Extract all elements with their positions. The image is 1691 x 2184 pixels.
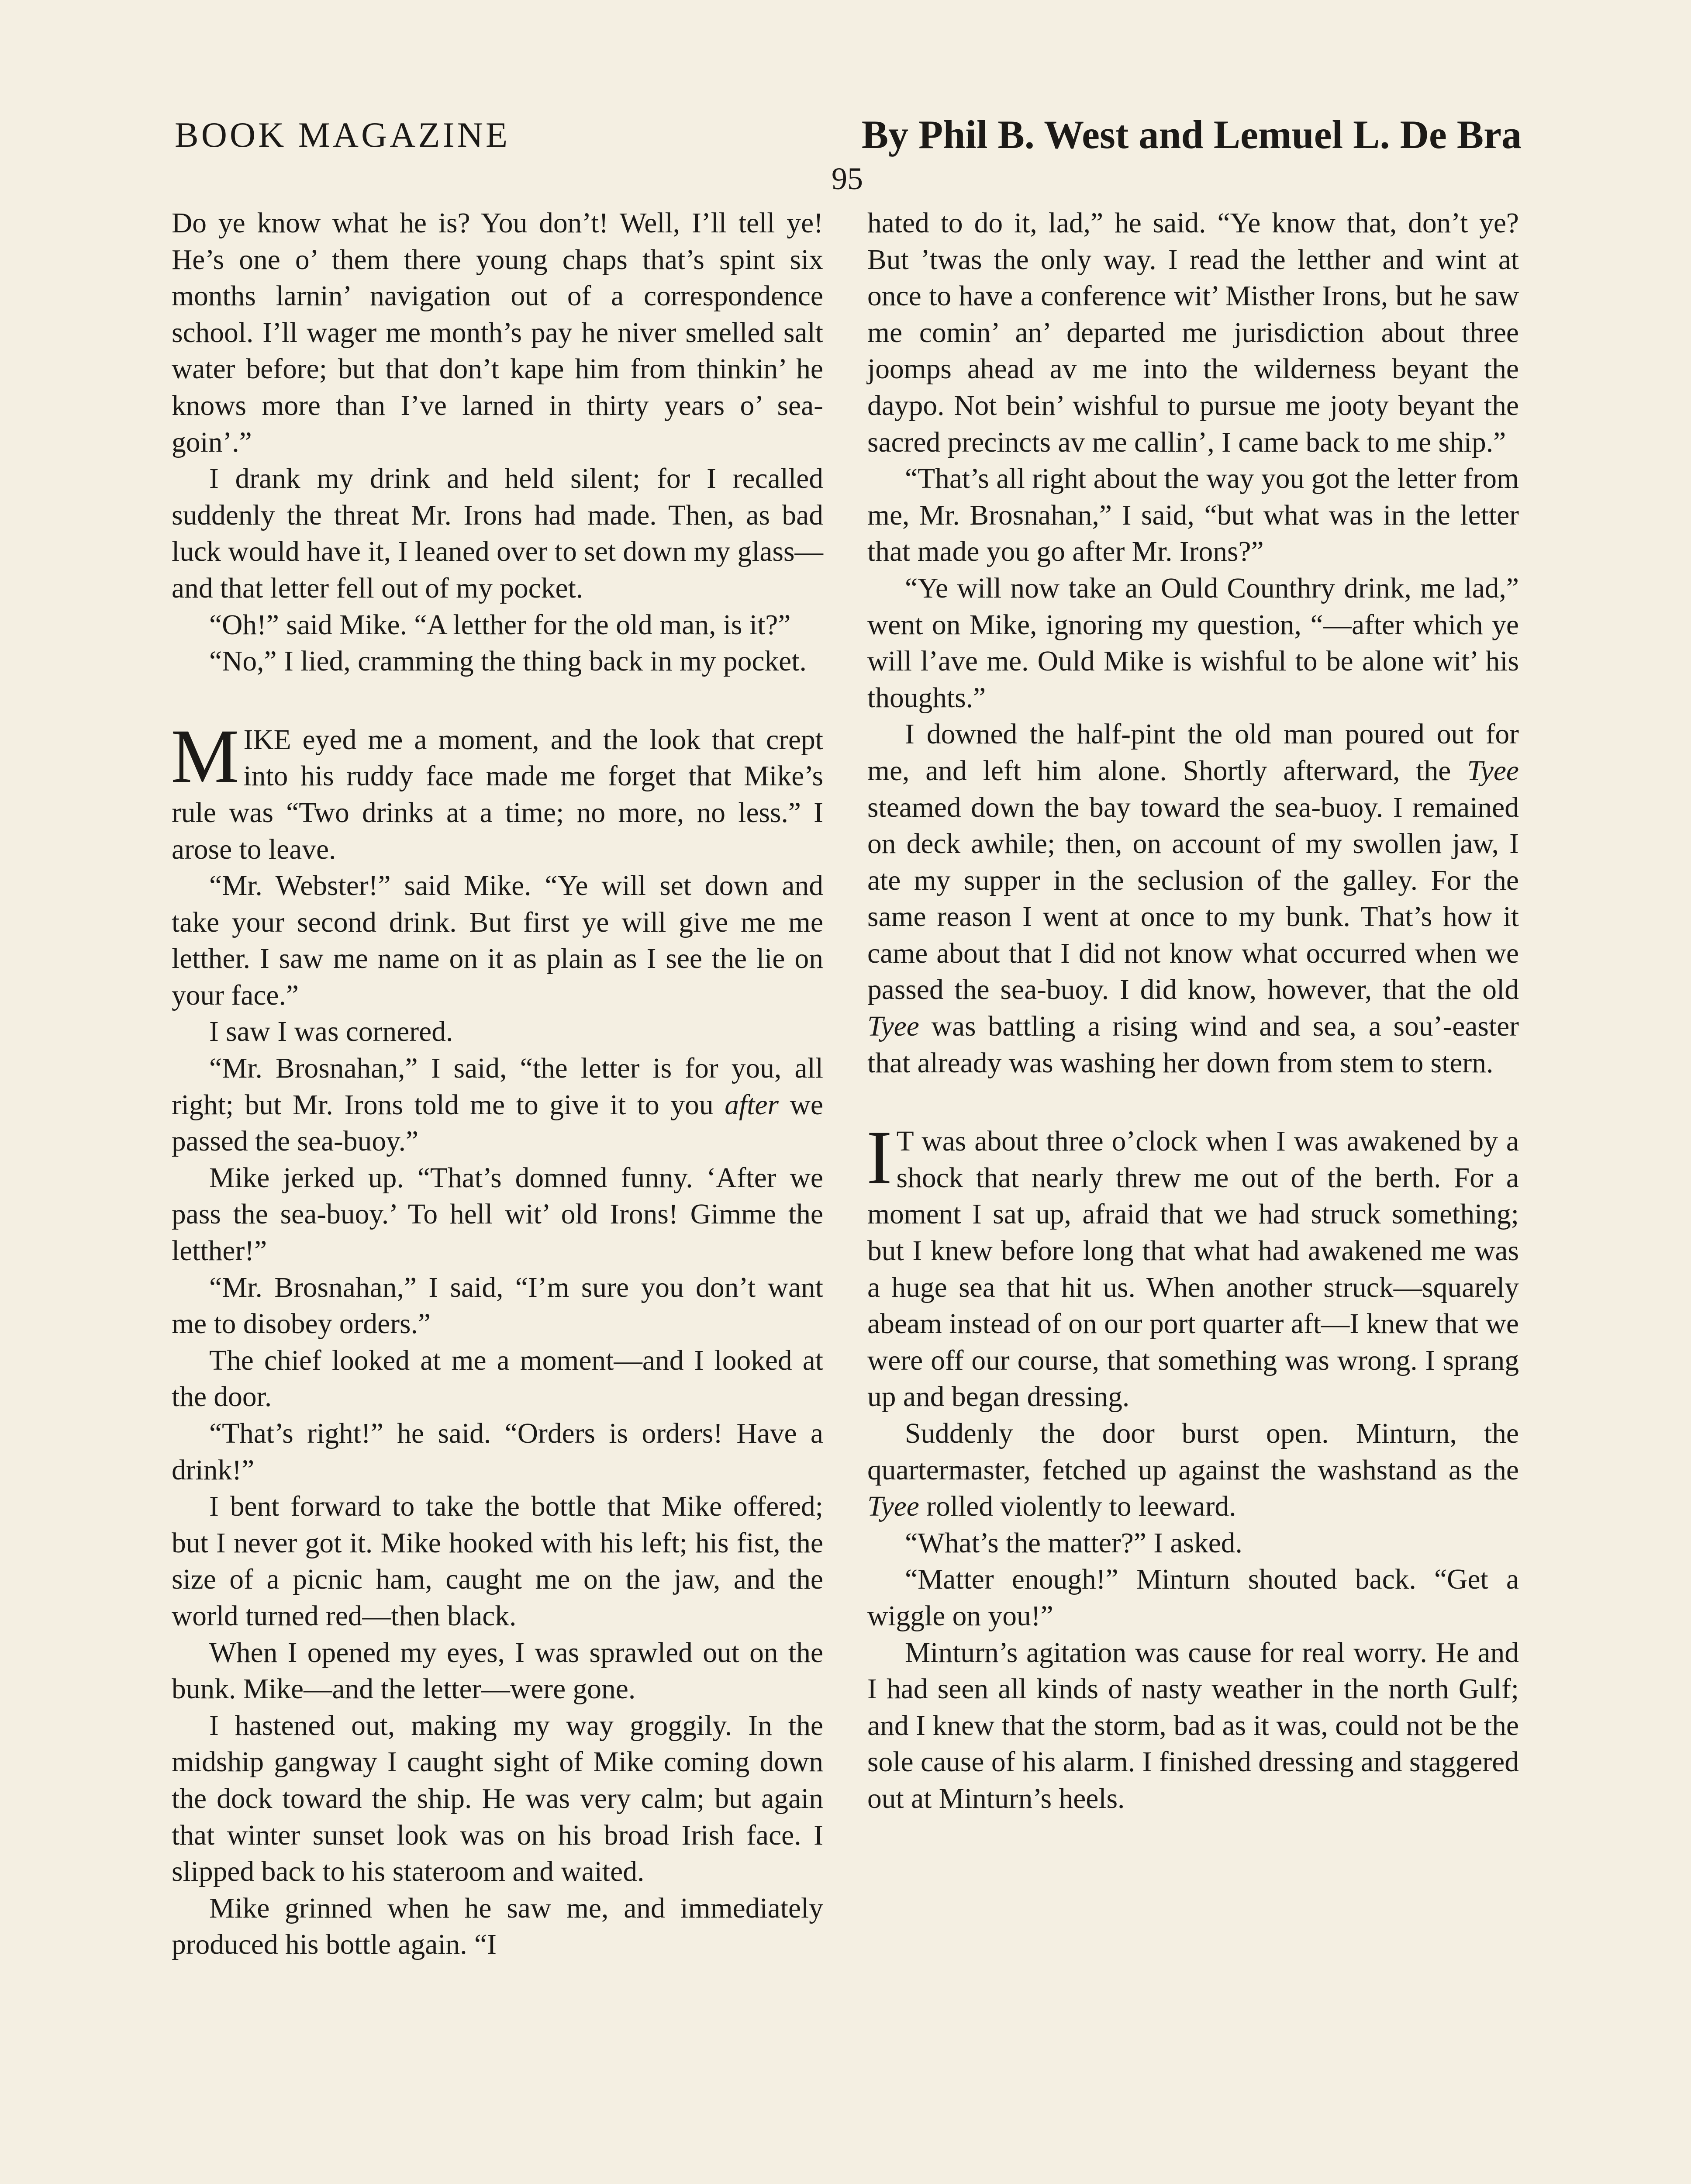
paragraph: “No,” I lied, cramming the thing back in my pocket. bbox=[209, 646, 807, 677]
paragraph: “What’s the matter?” I asked. bbox=[905, 1527, 1242, 1559]
paragraph: Mike jerked up. “That’s domned funny. ‘After we pass the sea-buoy.’ To hell wit’ old Irons! Gimme the letther!” bbox=[172, 1162, 823, 1267]
paragraph: hated to do it, lad,” he said. “Ye know that, don’t ye? But ’twas the only way. I read the letther and wint at once to have a conference wit’ Misther Irons, but he saw me comin’ an’ departed me jurisdiction about three joomps ahead av me into the wilderness beyant the daypo. Not bein’ wishful to pursue me jooty beyant the sacred precincts av me callin’, I came back to me ship.” bbox=[867, 207, 1519, 458]
text-run: was battling a rising wind and sea, a sou’-easter that already was washing her down from stem to stern. bbox=[867, 1011, 1519, 1079]
section-break bbox=[867, 1082, 1519, 1123]
text-run: “Mr. Brosnahan,” I said, “the letter is for you, all right; but Mr. Irons told me to give it to you bbox=[172, 1053, 823, 1121]
text-run: rolled violently to leeward. bbox=[919, 1491, 1236, 1523]
page-number: 95 bbox=[832, 161, 863, 196]
italic-text: Tyee bbox=[867, 1491, 919, 1523]
text-run: steamed down the bay toward the sea-buoy. I remained on deck awhile; then, on account of my swollen jaw, I ate my supper in the seclusion of the galley. For the same reason I went at once to my bunk. That’s how it came about that I did not know what occurred when we passed the sea-buoy. I did know, however, that the old bbox=[867, 791, 1519, 1006]
italic-text: after bbox=[725, 1089, 779, 1121]
italic-text: Tyee bbox=[1467, 755, 1519, 787]
paragraph-text: IKE eyed me a moment, and the look that crept into his ruddy face made me forget that Mike’s rule was “Two drinks at a time; no more, no less.” I arose to leave. bbox=[172, 724, 823, 865]
paragraph bbox=[867, 716, 1519, 1082]
paragraph-text: T was about three o’clock when I was awakened by a shock that nearly threw me out of the berth. For a moment I sat up, afraid that we had struck something; but I knew before long that what had awakened me was a huge sea that hit us. When another struck—squarely abeam instead of on our port quarter aft—I knew that we were off our course, that something was wrong. I sprang up and began dressing. bbox=[867, 1126, 1519, 1413]
paragraph: Minturn’s agitation was cause for real worry. He and I had seen all kinds of nasty weather in the north Gulf; and I knew that the storm, bad as it was, could not be the sole cause of his alarm. I finished dressing and staggered out at Minturn’s heels. bbox=[867, 1637, 1519, 1814]
drop-cap: I bbox=[866, 1115, 892, 1201]
drop-cap: M bbox=[171, 713, 239, 799]
left-column bbox=[172, 205, 823, 1963]
paragraph: Do ye know what he is? You don’t! Well, I’ll tell ye! He’s one o’ them there young chaps that’s spint six months larnin’ navigation out of a correspondence school. I’ll wager me month’s pay he niver smelled salt water before; but that don’t kape him from thinkin’ he knows more than I’ve larned in thirty years o’ sea-goin’.” bbox=[172, 207, 823, 458]
text-run: I downed the half-pint the old man poured out for me, and left him alone. Shortly afterward, the bbox=[867, 719, 1519, 787]
right-column bbox=[867, 205, 1519, 1818]
text-run: Suddenly the door burst open. Minturn, the quartermaster, fetched up against the washstand as the bbox=[867, 1418, 1519, 1486]
paragraph bbox=[867, 1416, 1519, 1525]
paragraph: Mike grinned when he saw me, and immediately produced his bottle again. “I bbox=[172, 1892, 823, 1961]
paragraph: “That’s all right about the way you got the letter from me, Mr. Brosnahan,” I said, “but what was in the letter that made you go after Mr. Irons?” bbox=[867, 463, 1519, 568]
paragraph: “Oh!” said Mike. “A letther for the old man, is it?” bbox=[209, 609, 791, 641]
italic-text: Tyee bbox=[867, 1011, 919, 1043]
paragraph: “Ye will now take an Ould Counthry drink, me lad,” went on Mike, ignoring my question, “—after which ye will l’ave me. Ould Mike is wishful to be alone wit’ his thoughts.” bbox=[867, 572, 1519, 714]
paragraph: “That’s right!” he said. “Orders is orders! Have a drink!” bbox=[172, 1418, 823, 1486]
paragraph: “Matter enough!” Minturn shouted back. “Get a wiggle on you!” bbox=[867, 1564, 1519, 1632]
paragraph: I drank my drink and held silent; for I recalled suddenly the threat Mr. Irons had made. Then, as bad luck would have it, I leaned over to set down my glass—and that letter fell out of my pocket. bbox=[172, 463, 823, 604]
paragraph: I hastened out, making my way groggily. In the midship gangway I caught sight of Mike coming down the dock toward the ship. He was very calm; but again that winter sunset look was on his broad Irish face. I slipped back to his stateroom and waited. bbox=[172, 1710, 823, 1888]
byline: By Phil B. West and Lemuel L. De Bra bbox=[861, 112, 1522, 157]
section-break bbox=[172, 680, 823, 722]
paragraph bbox=[172, 1051, 823, 1160]
text-run: we passed the sea-buoy.” bbox=[172, 1089, 823, 1158]
paragraph: When I opened my eyes, I was sprawled out on the bunk. Mike—and the letter—were gone. bbox=[172, 1637, 823, 1705]
paragraph: “Mr. Webster!” said Mike. “Ye will set down and take your second drink. But first ye will give me me letther. I saw me name on it as plain as I see the lie on your face.” bbox=[172, 870, 823, 1011]
paragraph: I saw I was cornered. bbox=[209, 1016, 453, 1048]
paragraph: The chief looked at me a moment—and I looked at the door. bbox=[172, 1344, 823, 1413]
paragraph-with-dropcap bbox=[866, 1115, 1519, 1416]
paragraph: I bent forward to take the bottle that Mike offered; but I never got it. Mike hooked with his left; his fist, the size of a picnic ham, caught me on the jaw, and the world turned red—then black. bbox=[172, 1491, 823, 1632]
paragraph: “Mr. Brosnahan,” I said, “I’m sure you don’t want me to disobey orders.” bbox=[172, 1272, 823, 1340]
magazine-title: BOOK MAGAZINE bbox=[175, 115, 511, 155]
paragraph-with-dropcap bbox=[171, 713, 823, 868]
